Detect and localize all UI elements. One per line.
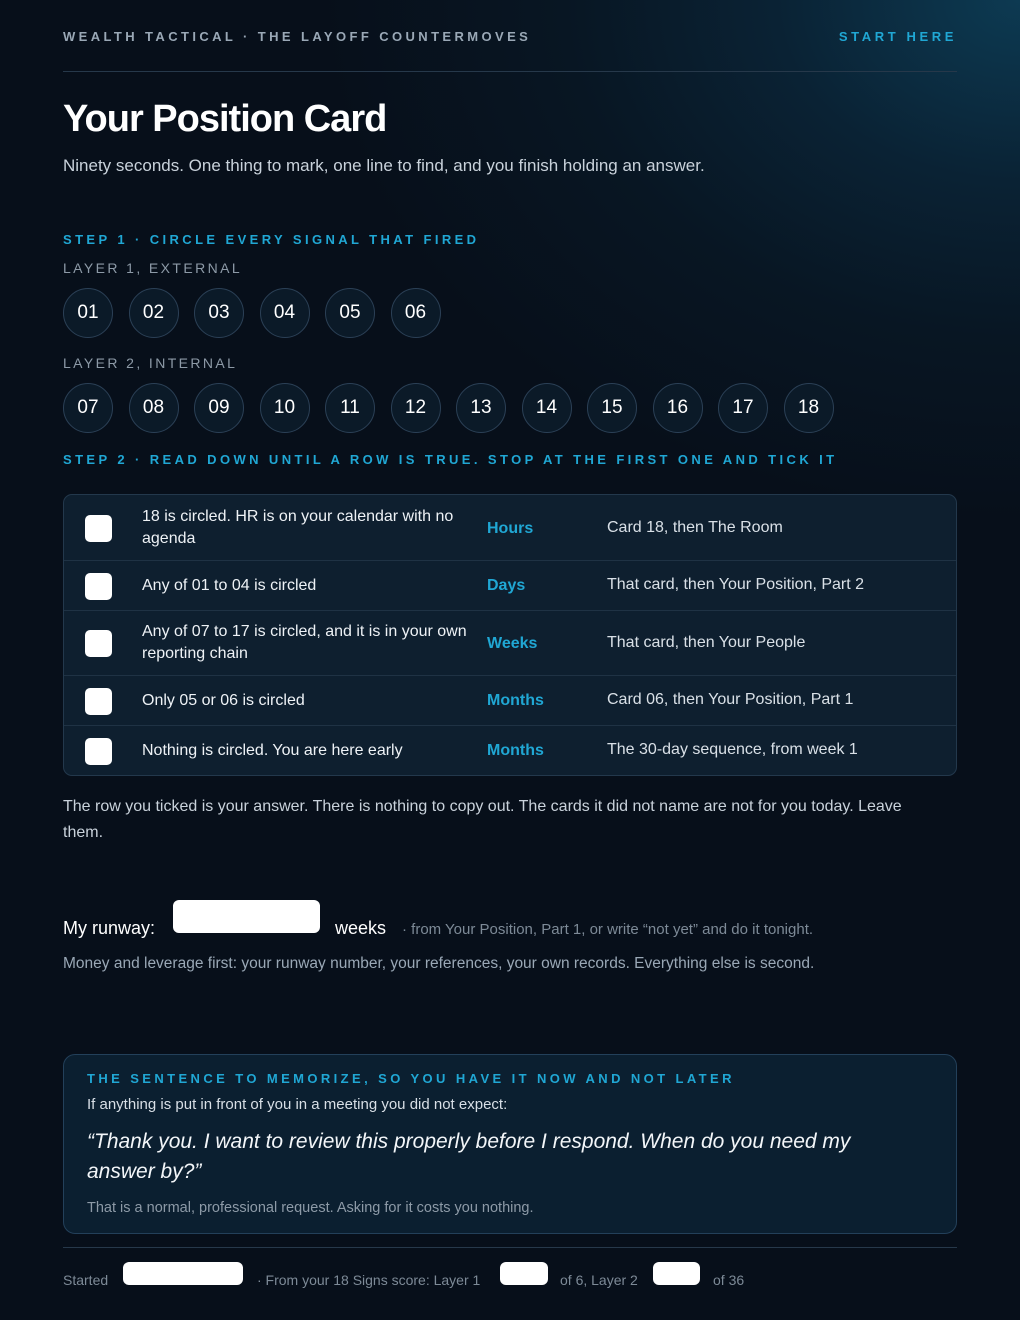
row-action: The 30-day sequence, from week 1 bbox=[607, 741, 858, 758]
signal-chip-06[interactable]: 06 bbox=[391, 288, 441, 338]
layer-1-label: LAYER 1, EXTERNAL bbox=[63, 260, 243, 276]
row-action: That card, then Your People bbox=[607, 634, 806, 651]
row-checkbox[interactable] bbox=[85, 573, 112, 600]
signal-chip-11[interactable]: 11 bbox=[325, 383, 375, 433]
row-checkbox[interactable] bbox=[85, 630, 112, 657]
callout-footnote: That is a normal, professional request. Asking for it costs you nothing. bbox=[87, 1200, 534, 1216]
row-action: Card 06, then Your Position, Part 1 bbox=[607, 691, 854, 708]
decision-row bbox=[64, 495, 956, 561]
started-input[interactable] bbox=[123, 1262, 243, 1285]
row-action: Card 18, then The Room bbox=[607, 519, 783, 536]
row-timeframe: Hours bbox=[487, 520, 534, 537]
row-timeframe: Weeks bbox=[487, 635, 538, 652]
row-condition: Any of 07 to 17 is circled, and it is in your own reporting chain bbox=[142, 623, 467, 662]
callout-quote: “Thank you. I want to review this properly before I respond. When do you need my answer by?” bbox=[87, 1130, 851, 1183]
signal-chip-12[interactable]: 12 bbox=[391, 383, 441, 433]
signal-chip-14[interactable]: 14 bbox=[522, 383, 572, 433]
signal-chip-10[interactable]: 10 bbox=[260, 383, 310, 433]
signal-chip-08[interactable]: 08 bbox=[129, 383, 179, 433]
row-condition: 18 is circled. HR is on your calendar with no agenda bbox=[142, 508, 454, 547]
top-bar bbox=[63, 0, 957, 72]
runway-note: · from Your Position, Part 1, or write “not yet” and do it tonight. bbox=[402, 921, 814, 938]
layer-2-score-input[interactable] bbox=[653, 1262, 700, 1285]
signal-chip-09[interactable]: 09 bbox=[194, 383, 244, 433]
layer-1-signals bbox=[63, 288, 441, 338]
signal-chip-17[interactable]: 17 bbox=[718, 383, 768, 433]
row-condition: Nothing is circled. You are here early bbox=[142, 742, 403, 759]
runway-label: My runway: bbox=[63, 918, 156, 938]
row-checkbox[interactable] bbox=[85, 738, 112, 765]
decision-row bbox=[64, 561, 956, 611]
decision-row bbox=[64, 611, 956, 676]
answer-note: The row you ticked is your answer. There is nothing to copy out. The cards it did not name are not for you today. Leave them. bbox=[63, 798, 902, 841]
signal-chip-05[interactable]: 05 bbox=[325, 288, 375, 338]
brand-title: WEALTH TACTICAL · THE LAYOFF COUNTERMOVES bbox=[63, 29, 532, 44]
page-title: Your Position Card bbox=[63, 98, 387, 140]
layer-2-label: LAYER 2, INTERNAL bbox=[63, 355, 238, 371]
signal-chip-03[interactable]: 03 bbox=[194, 288, 244, 338]
layer-1-score-input[interactable] bbox=[500, 1262, 548, 1285]
callout-intro: If anything is put in front of you in a meeting you did not expect: bbox=[87, 1096, 508, 1113]
row-condition: Only 05 or 06 is circled bbox=[142, 692, 305, 709]
signal-chip-02[interactable]: 02 bbox=[129, 288, 179, 338]
step-2-label: STEP 2 · READ DOWN UNTIL A ROW IS TRUE. STOP AT THE FIRST ONE AND TICK IT bbox=[63, 452, 838, 467]
runway-input[interactable] bbox=[173, 900, 320, 933]
row-checkbox[interactable] bbox=[85, 688, 112, 715]
signal-chip-13[interactable]: 13 bbox=[456, 383, 506, 433]
signal-chip-18[interactable]: 18 bbox=[784, 383, 834, 433]
signal-chip-01[interactable]: 01 bbox=[63, 288, 113, 338]
of-6-label: of 6, Layer 2 bbox=[560, 1272, 638, 1288]
runway-line bbox=[63, 898, 957, 938]
signal-chip-07[interactable]: 07 bbox=[63, 383, 113, 433]
of-36-label: of 36 bbox=[713, 1272, 745, 1288]
score-label: · From your 18 Signs score: Layer 1 bbox=[257, 1272, 481, 1288]
start-here-link[interactable]: START HERE bbox=[838, 29, 957, 44]
row-timeframe: Days bbox=[487, 577, 526, 594]
row-timeframe: Months bbox=[487, 692, 544, 709]
page-subtitle: Ninety seconds. One thing to mark, one line to find, and you finish holding an answer. bbox=[63, 156, 705, 175]
footer bbox=[63, 1262, 957, 1292]
signal-chip-04[interactable]: 04 bbox=[260, 288, 310, 338]
position-card-page bbox=[63, 0, 957, 1288]
layer-2-signals bbox=[63, 383, 834, 433]
step-1-label: STEP 1 · CIRCLE EVERY SIGNAL THAT FIRED bbox=[63, 232, 480, 247]
row-condition: Any of 01 to 04 is circled bbox=[142, 577, 317, 594]
decision-row bbox=[64, 676, 956, 726]
signal-chip-15[interactable]: 15 bbox=[587, 383, 637, 433]
row-timeframe: Months bbox=[487, 742, 544, 759]
callout-heading: THE SENTENCE TO MEMORIZE, SO YOU HAVE IT NOW AND NOT LATER bbox=[87, 1071, 735, 1086]
decision-row bbox=[64, 726, 956, 776]
memorize-callout bbox=[63, 1054, 957, 1234]
footer-divider bbox=[63, 1247, 957, 1248]
row-checkbox[interactable] bbox=[85, 515, 112, 542]
row-action: That card, then Your Position, Part 2 bbox=[607, 576, 865, 593]
priority-note: Money and leverage first: your runway number, your references, your own records. Everything else is second. bbox=[63, 955, 815, 972]
signal-chip-16[interactable]: 16 bbox=[653, 383, 703, 433]
runway-unit: weeks bbox=[335, 918, 387, 938]
decision-table bbox=[63, 494, 957, 776]
started-label: Started bbox=[63, 1272, 109, 1288]
